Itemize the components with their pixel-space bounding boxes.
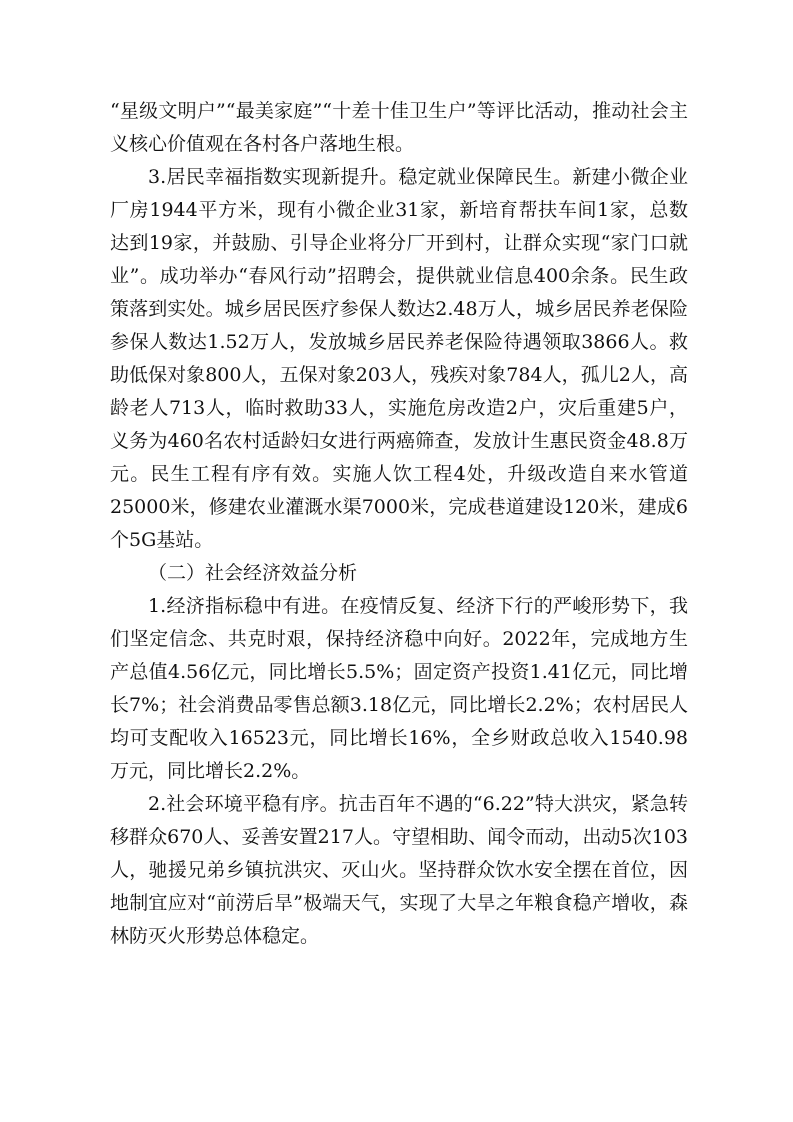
paragraph-resident-happiness: 3.居民幸福指数实现新提升。稳定就业保障民生。新建小微企业厂房1944平方米，现有小微企业31家，新培育帮扶车间1家，总数达到19家，并鼓励、引导企业将分厂开到村，让群众实现“家门口就业”。成功举办“春风行动”招聘会，提供就业信息400余条。民生政策落到实处。城乡居民医疗参保人数达2.48万人，城乡居民养老保险参保人数达1.52万人，发放城乡居民养老保险待遇领取3866人。救助低保对象800人，五保对象203人，残疾对象784人，孤儿2人，高龄老人713人，临时救助33人，实施危房改造2户，灾后重建5户，义务为460名农村适龄妇女进行两癌筛查，发放计生惠民资金48.8万元。民生工程有序有效。实施人饮工程4处，升级改造自来水管道25000米，修建农业灌溉水渠7000米，完成巷道建设120米，建成6个5G基站。 xyxy=(110,166,688,551)
paragraph-social-environment: 2.社会环境平稳有序。抗击百年不遇的“6.22”特大洪灾，紧急转移群众670人、妥善安置217人。守望相助、闻令而动，出动5次103人，驰援兄弟乡镇抗洪灾、灭山火。坚持群众饮水安全摆在首位，因地制宜应对“前涝后旱”极端天气，实现了大旱之年粮食稳产增收，森林防灭火形势总体稳定。 xyxy=(110,793,688,947)
paragraph-activities-continued: “星级文明户”“最美家庭”“十差十佳卫生户”等评比活动，推动社会主义核心价值观在各村各户落地生根。 xyxy=(110,100,688,155)
document-body xyxy=(110,95,688,953)
section-heading-economic-benefit: （二）社会经济效益分析 xyxy=(148,562,358,584)
paragraph-economic-indicators: 1.经济指标稳中有进。在疫情反复、经济下行的严峻形势下，我们坚定信念、共克时艰，保持经济稳中向好。2022年，完成地方生产总值4.56亿元，同比增长5.5%；固定资产投资1.41亿元，同比增长7%；社会消费品零售总额3.18亿元，同比增长2.2%；农村居民人均可支配收入16523元，同比增长16%，全乡财政总收入1540.98万元，同比增长2.2%。 xyxy=(110,595,688,782)
